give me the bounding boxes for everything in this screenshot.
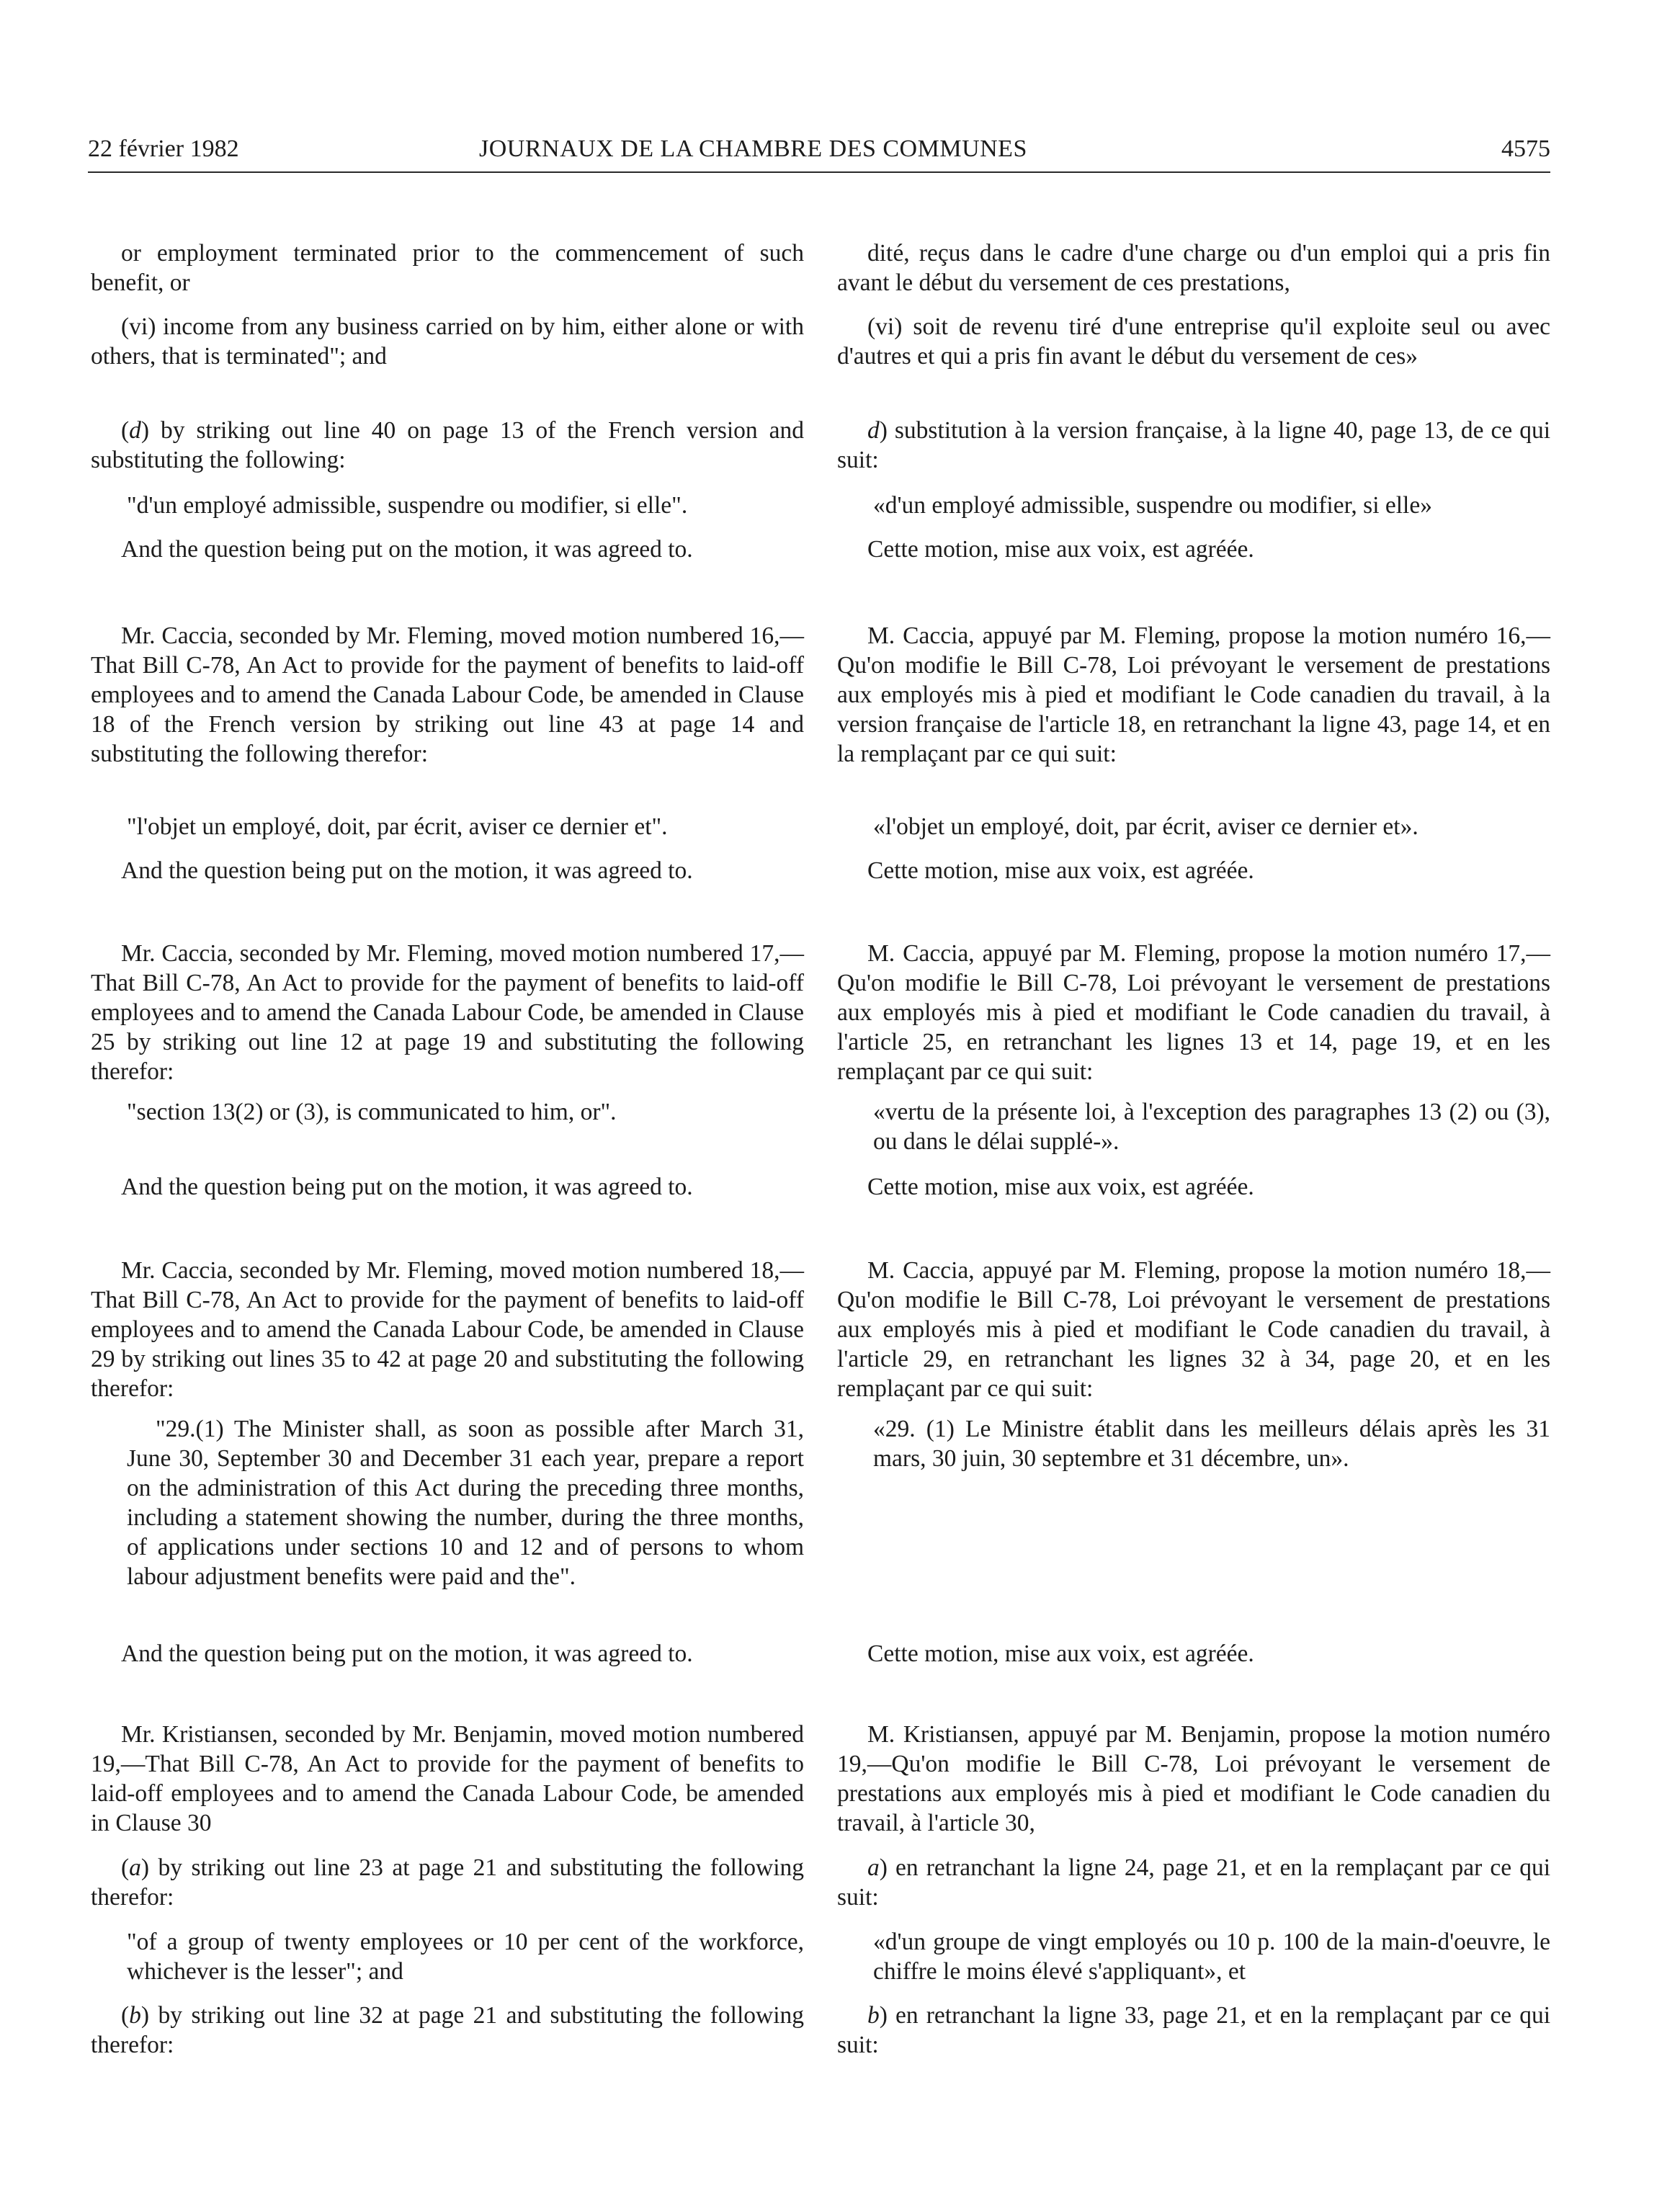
en-item-a-text: by striking out line 23 at page 21 and substituting the following therefor: [91,1854,805,1911]
page-number: 4575 [1501,135,1550,162]
fr-quote-19a: «d'un groupe de vingt employés ou 10 p. 100 de la main-d'oeuvre, le chiffre le moins élevé s'appliquant», et [873,1929,1550,1985]
en-agreed-18: And the question being put on the motion, it was agreed to. [121,1640,693,1667]
en-agreed-17: And the question being put on the motion, it was agreed to. [121,1174,693,1200]
fr-item-b-label: b [867,2002,880,2029]
en-quote-19a: "of a group of twenty employees or 10 per cent of the workforce, whichever is the lesser"; and [127,1929,804,1985]
fr-item-a-label: a [867,1854,880,1881]
fr-quote-1: «d'un employé admissible, suspendre ou modifier, si elle» [873,492,1432,519]
en-quote-16: "l'objet un employé, doit, par écrit, aviser ce dernier et". [127,813,668,840]
en-agreed-1: And the question being put on the motion, it was agreed to. [121,536,693,563]
en-agreed-16: And the question being put on the motion, it was agreed to. [121,857,693,884]
fr-quote-16: «l'objet un employé, doit, par écrit, aviser ce dernier et». [873,813,1418,840]
fr-motion-19: M. Kristiansen, appuyé par M. Benjamin, propose la motion numéro 19,—Qu'on modifie le Bill C-78, Loi prévoyant le versement de prestations aux employés mis à pied et modifiant le Code canadien du travail, à l'article 30, [837,1721,1550,1836]
fr-item-d-label: d [867,417,880,444]
fr-item-d: d) substitution à la version française, à la ligne 40, page 13, de ce qui suit: [837,417,1551,473]
fr-quote-17: «vertu de la présente loi, à l'exception des paragraphes 13 (2) ou (3), ou dans le délai supplé-». [873,1099,1550,1155]
fr-motion-18: M. Caccia, appuyé par M. Fleming, propose la motion numéro 18,—Qu'on modifie le Bill C-78, Loi prévoyant le versement de prestations aux employés mis à pied et modifiant le Code canadien du travail, à l'article 29, en retranchant les lignes 32 à 34, page 20, et en les remplaçant par ce qui suit: [837,1257,1550,1402]
en-continuation: or employment terminated prior to the commencement of such benefit, or [91,240,804,296]
fr-agreed-16: Cette motion, mise aux voix, est agréée. [867,857,1254,884]
en-item-b-text: by striking out line 32 at page 21 and substituting the following therefor: [91,2002,805,2058]
fr-item-d-text: substitution à la version française, à la ligne 40, page 13, de ce qui suit: [837,417,1551,473]
en-item-d-label: d [129,417,141,444]
header-date: 22 février 1982 [88,135,239,162]
en-item-d-text: by striking out line 40 on page 13 of the French version and substituting the following: [91,417,805,473]
en-item-a-label: a [129,1854,141,1881]
en-motion-18: Mr. Caccia, seconded by Mr. Fleming, moved motion numbered 18,—That Bill C-78, An Act to provide for the payment of benefits to laid-off employees and to amend the Canada Labour Code, be amended in Clause 29 by striking out lines 35 to 42 at page 20 and substituting the following therefor: [91,1257,804,1402]
fr-item-a: a) en retranchant la ligne 24, page 21, et en la remplaçant par ce qui suit: [837,1854,1551,1911]
fr-item-a-text: en retranchant la ligne 24, page 21, et en la remplaçant par ce qui suit: [837,1854,1551,1911]
fr-item-b: b) en retranchant la ligne 33, page 21, et en la remplaçant par ce qui suit: [837,2002,1551,2058]
fr-quote-18: «29. (1) Le Ministre établit dans les meilleurs délais après les 31 mars, 30 juin, 30 septembre et 31 décembre, un». [873,1416,1550,1472]
fr-clause-vi: (vi) soit de revenu tiré d'une entreprise qu'il exploite seul ou avec d'autres et qui a pris fin avant le début du versement de ces» [837,313,1550,370]
fr-item-b-text: en retranchant la ligne 33, page 21, et en la remplaçant par ce qui suit: [837,2002,1551,2058]
en-item-b-label: b [129,2002,141,2029]
fr-motion-17: M. Caccia, appuyé par M. Fleming, propose la motion numéro 17,—Qu'on modifie le Bill C-78, Loi prévoyant le versement de prestations aux employés mis à pied et modifiant le Code canadien du travail, à l'article 25, en retranchant les lignes 13 et 14, page 19, et en les remplaçant par ce qui suit: [837,940,1550,1085]
en-motion-16: Mr. Caccia, seconded by Mr. Fleming, moved motion numbered 16,—That Bill C-78, An Act to provide for the payment of benefits to laid-off employees and to amend the Canada Labour Code, be amended in Clause 18 of the French version by striking out line 43 at page 14 and substituting the following therefor: [91,622,804,767]
en-quote-1: "d'un employé admissible, suspendre ou modifier, si elle". [127,492,688,519]
en-motion-19: Mr. Kristiansen, seconded by Mr. Benjamin, moved motion numbered 19,—That Bill C-78, An Act to provide for the payment of benefits to laid-off employees and to amend the Canada Labour Code, be amended in Clause 30 [91,1721,804,1836]
page-header [88,131,1550,173]
en-quote-18: "29.(1) The Minister shall, as soon as possible after March 31, June 30, September 30 and December 31 each year, prepare a report on the administration of this Act during the preceding three months, including a statement showing the number, during the three months, of applications under sections 10 and 12 and of persons to whom labour adjustment benefits were paid and the". [127,1416,804,1590]
en-quote-17: "section 13(2) or (3), is communicated to him, or". [127,1099,617,1125]
en-item-a: (a) by striking out line 23 at page 21 and substituting the following therefor: [91,1854,805,1911]
en-motion-17: Mr. Caccia, seconded by Mr. Fleming, moved motion numbered 17,—That Bill C-78, An Act to provide for the payment of benefits to laid-off employees and to amend the Canada Labour Code, be amended in Clause 25 by striking out line 12 at page 19 and substituting the following therefor: [91,940,804,1085]
en-item-d: (d) by striking out line 40 on page 13 of the French version and substituting the following: [91,417,805,473]
fr-agreed-1: Cette motion, mise aux voix, est agréée. [867,536,1254,563]
header-title: JOURNAUX DE LA CHAMBRE DES COMMUNES [479,135,1027,162]
fr-motion-16: M. Caccia, appuyé par M. Fleming, propose la motion numéro 16,—Qu'on modifie le Bill C-78, Loi prévoyant le versement de prestations aux employés mis à pied et modifiant le Code canadien du travail, à la version française de l'article 18, en retranchant la ligne 43, page 14, et en la remplaçant par ce qui suit: [837,622,1550,767]
en-clause-vi: (vi) income from any business carried on by him, either alone or with others, that is terminated"; and [91,313,804,370]
fr-agreed-17: Cette motion, mise aux voix, est agréée. [867,1174,1254,1200]
en-item-b: (b) by striking out line 32 at page 21 and substituting the following therefor: [91,2002,805,2058]
fr-agreed-18: Cette motion, mise aux voix, est agréée. [867,1640,1254,1667]
fr-continuation: dité, reçus dans le cadre d'une charge ou d'un emploi qui a pris fin avant le début du versement de ces prestations, [837,240,1550,296]
